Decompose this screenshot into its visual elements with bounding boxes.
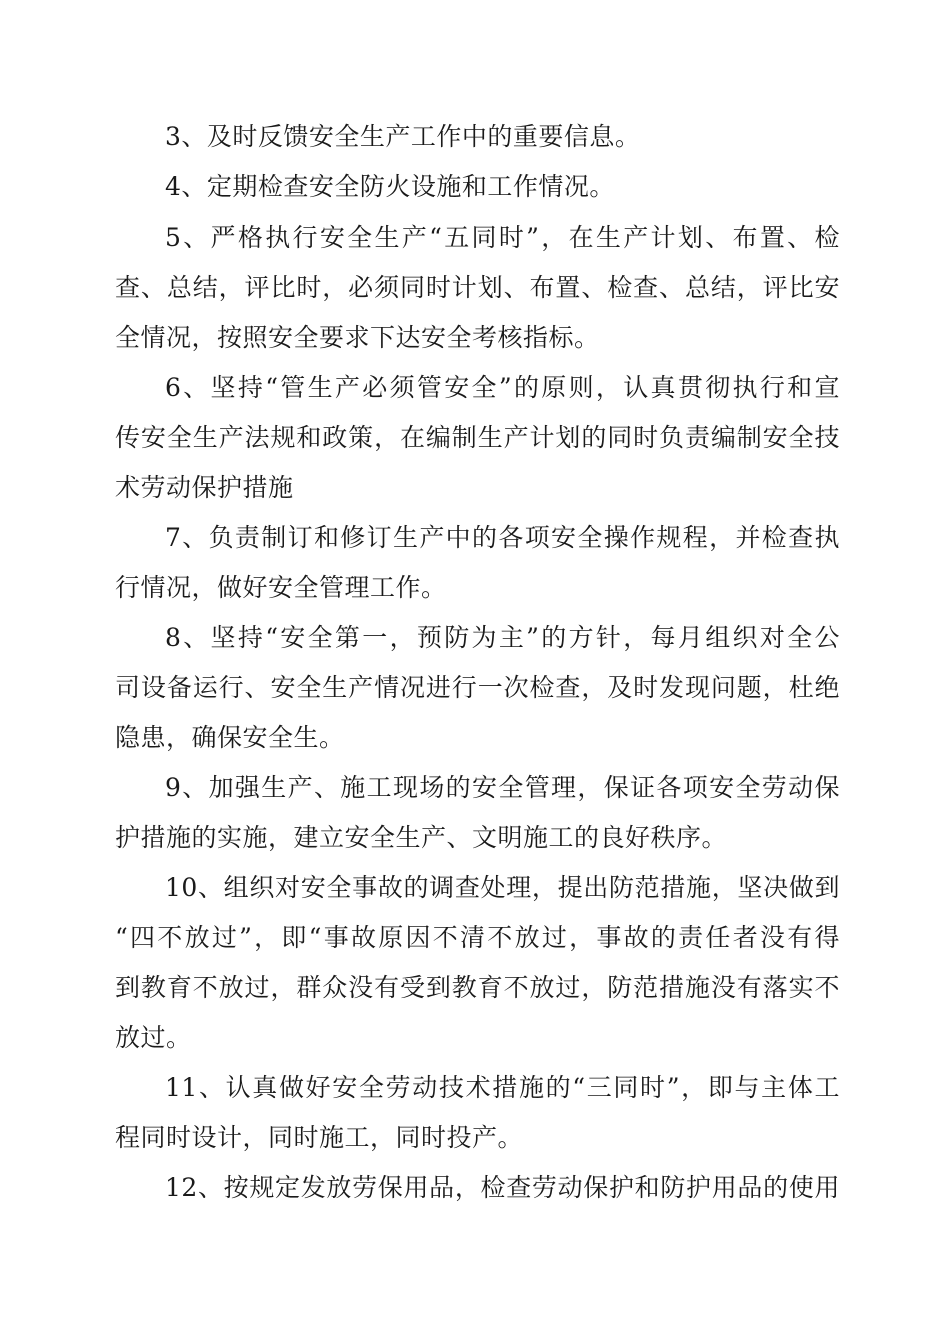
text-line: 隐患，确保安全生。 — [115, 723, 345, 752]
text-line: 行情况，做好安全管理工作。 — [115, 573, 447, 602]
text-line: 6、坚持“管生产必须管安全”的原则，认真贯彻执行和宣 — [165, 373, 840, 402]
text-line: 查、总结，评比时，必须同时计划、布置、检查、总结，评比安 — [115, 273, 840, 302]
text-line: 传安全生产法规和政策，在编制生产计划的同时负责编制安全技 — [115, 423, 840, 452]
text-line: 9、加强生产、施工现场的安全管理，保证各项安全劳动保 — [165, 773, 840, 802]
text-line: 5、严格执行安全生产“五同时”，在生产计划、布置、检 — [165, 223, 840, 252]
text-line: 10、组织对安全事故的调查处理，提出防范措施，坚决做到 — [165, 873, 840, 902]
text-line: 程同时设计，同时施工，同时投产。 — [115, 1123, 524, 1152]
text-line: 4、定期检查安全防火设施和工作情况。 — [165, 172, 615, 201]
text-line: 护措施的实施，建立安全生产、文明施工的良好秩序。 — [115, 823, 728, 852]
text-line: 到教育不放过，群众没有受到教育不放过，防范措施没有落实不 — [115, 973, 840, 1002]
text-line: 12、按规定发放劳保用品，检查劳动保护和防护用品的使用 — [165, 1173, 840, 1202]
text-line: 全情况，按照安全要求下达安全考核指标。 — [115, 323, 600, 352]
text-line: 8、坚持“安全第一，预防为主”的方针，每月组织对全公 — [165, 623, 840, 652]
text-line: 司设备运行、安全生产情况进行一次检查，及时发现问题，杜绝 — [115, 673, 840, 702]
text-line: 7、负责制订和修订生产中的各项安全操作规程，并检查执 — [165, 523, 840, 552]
text-line: 11、认真做好安全劳动技术措施的“三同时”，即与主体工 — [165, 1073, 840, 1102]
text-line: 3、及时反馈安全生产工作中的重要信息。 — [165, 122, 641, 151]
text-line: 放过。 — [115, 1023, 192, 1052]
text-line: 术劳动保护措施 — [115, 473, 294, 502]
text-line: “四不放过”，即“事故原因不清不放过，事故的责任者没有得 — [115, 923, 840, 952]
